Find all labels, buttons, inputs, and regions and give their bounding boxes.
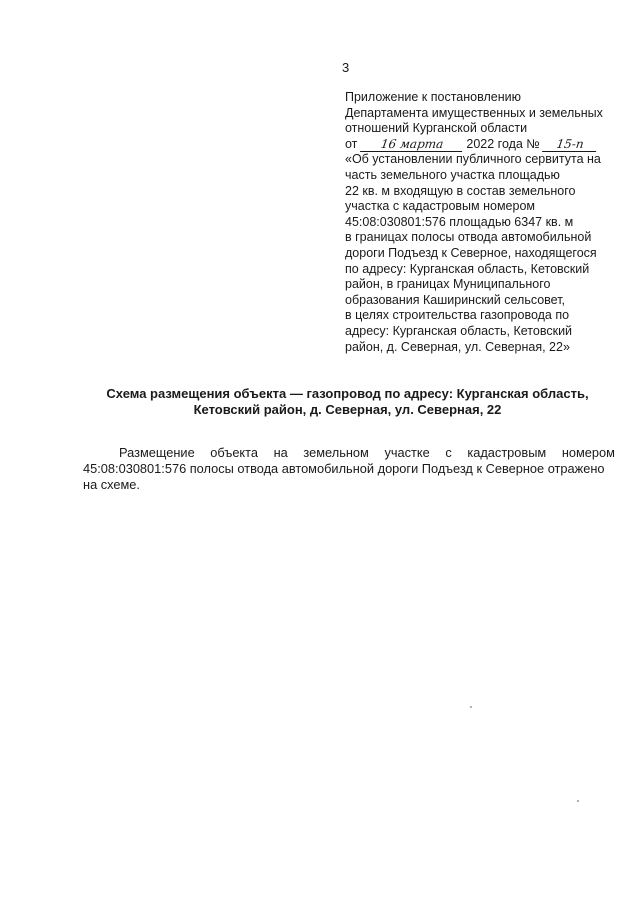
body-word: земельном: [303, 445, 369, 460]
title-line: Схема размещения объекта — газопровод по адресу: Курганская область,: [106, 386, 589, 401]
body-paragraph: [83, 445, 615, 493]
handwritten-number: 15-п: [542, 138, 598, 152]
body-line-1: [83, 445, 615, 461]
appendix-line: район, в границах Муниципального: [345, 277, 551, 292]
appendix-line: образования Каширинский сельсовет,: [345, 292, 566, 307]
appendix-date-line: [345, 137, 635, 153]
appendix-line: «Об установлении публичного сервитута на: [345, 152, 601, 167]
date-prefix: от: [345, 136, 358, 151]
appendix-line: район, д. Северная, ул. Северная, 22»: [345, 339, 570, 354]
appendix-line: 22 кв. м входящую в состав земельного: [345, 183, 576, 198]
document-title: [60, 386, 635, 418]
scan-speck: [577, 800, 579, 802]
body-word: объекта: [210, 445, 259, 460]
body-word: кадастровым: [467, 445, 547, 460]
body-word: номером: [561, 445, 615, 460]
appendix-header: [345, 90, 635, 355]
appendix-line: дороги Подъезд к Северное, находящегося: [345, 245, 597, 260]
appendix-line: адресу: Курганская область, Кетовский: [345, 323, 573, 338]
appendix-line: участка с кадастровым номером: [345, 199, 535, 214]
date-mid: 2022 года №: [466, 136, 540, 151]
body-word: с: [445, 445, 452, 460]
appendix-line: Департамента имущественных и земельных: [345, 105, 603, 120]
appendix-line: в целях строительства газопровода по: [345, 308, 570, 323]
handwritten-date: 16 марта: [360, 138, 464, 152]
appendix-line: часть земельного участка площадью: [345, 167, 560, 182]
body-word: участке: [384, 445, 430, 460]
appendix-line: в границах полосы отвода автомобильной: [345, 230, 592, 245]
body-word: на: [273, 445, 288, 460]
appendix-line: по адресу: Курганская область, Кетовский: [345, 261, 590, 276]
page-number: 3: [342, 60, 350, 75]
appendix-line: 45:08:030801:576 площадью 6347 кв. м: [345, 214, 574, 229]
title-line: Кетовский район, д. Северная, ул. Северная, 22: [193, 402, 502, 417]
body-line-2: 45:08:030801:576 полосы отвода автомобильной дороги Подъезд к Северное отражено: [83, 461, 605, 476]
appendix-line: Приложение к постановлению: [345, 90, 521, 104]
scan-speck: [470, 706, 472, 708]
body-line-3: на схеме.: [83, 477, 140, 492]
appendix-line: отношений Курганской области: [345, 121, 528, 136]
body-word: Размещение: [119, 445, 195, 460]
